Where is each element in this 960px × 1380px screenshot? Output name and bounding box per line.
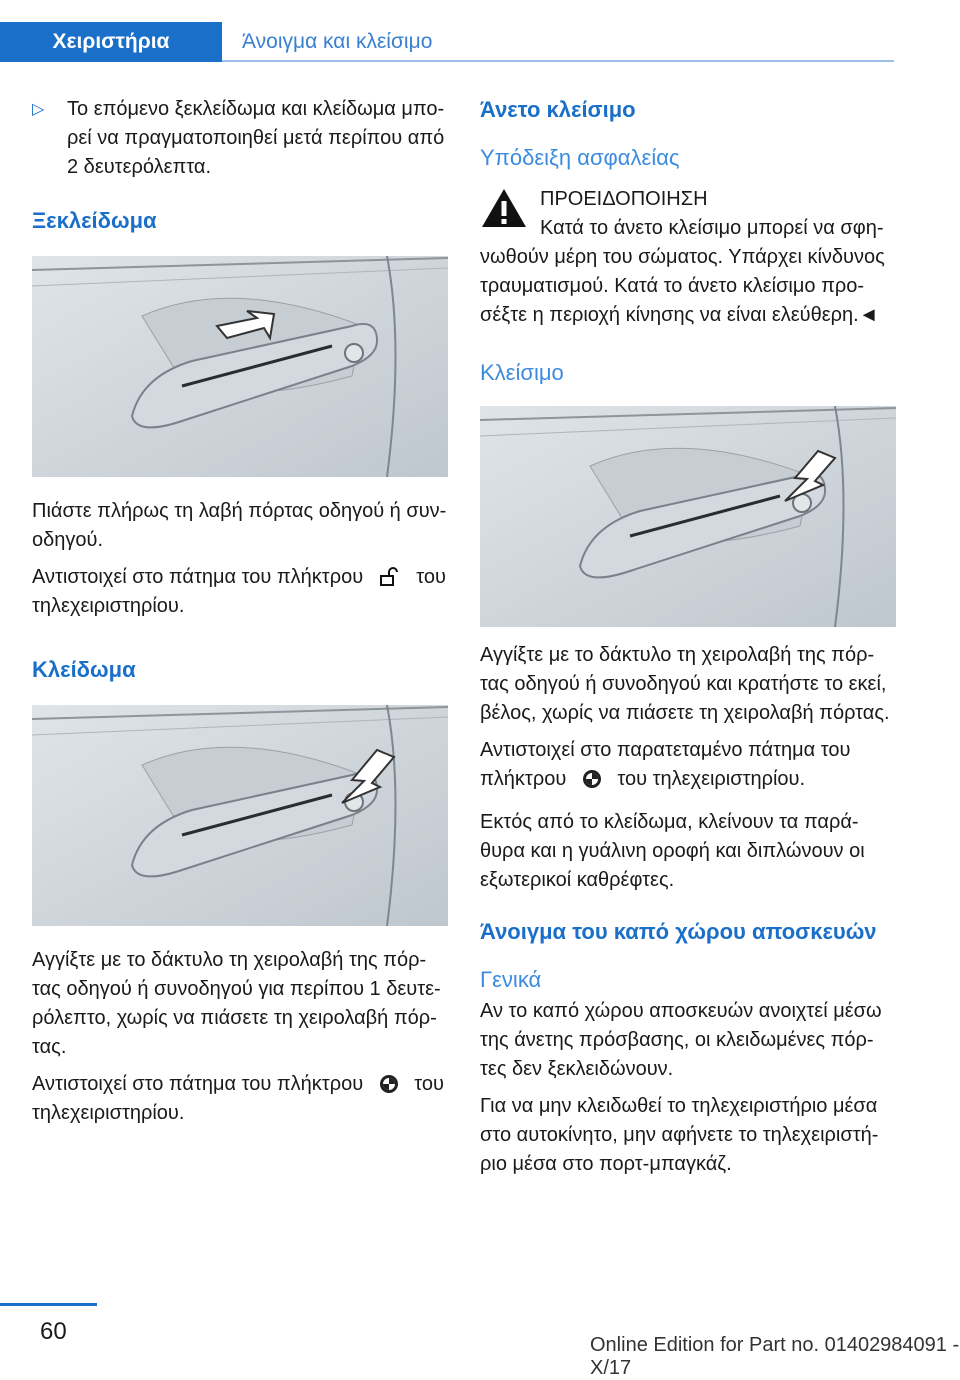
trunk-opening-heading: Άνοιγμα του καπό χώρου αποσκευών — [480, 919, 877, 944]
warning-text: Κατά το άνετο κλείσιμο μπορεί να σφη‐νωθούν μέρη του σώματος. Υπάρχει κίνδυνος τραυματισμού. Κατά το άνετο κλείσιμο προ‐σέξτε η περιοχή κίνησης να είναι ελεύθερη.◄ — [480, 217, 885, 326]
unlock-key-icon — [379, 567, 401, 587]
comfort-closing-heading: Άνετο κλείσιμο — [480, 97, 636, 122]
unlock-instruction: Πιάστε πλήρως τη λαβή πόρτας οδηγού ή συν‐οδηγού. — [32, 500, 447, 551]
unlock-key-note — [32, 563, 448, 621]
tab-opening-closing[interactable]: Άνοιγμα και κλείσιμο — [242, 30, 433, 53]
closing-key-note — [480, 736, 896, 794]
lock-instruction: Αγγίξτε με το δάκτυλο τη χειρολαβή της πόρ‐τας οδηγού ή συνοδηγού για περίπου 1 δευτε‐ρόλεπτο, χωρίς να πιάσετε τη χειρολαβή πόρ‐τας. — [32, 949, 441, 1058]
general-paragraph-2: Για να μην κλειδωθεί το τηλεχειριστήριο μέσα στο αυτοκίνητο, μην αφήνετε το τηλεχειριστή‐ριο μέσα στο πορτ-μπαγκάζ. — [480, 1095, 879, 1175]
general-paragraph-1: Αν το καπό χώρου αποσκευών ανοιχτεί μέσω της άνετης πρόσβασης, οι κλειδωμένες πόρ‐τες δεν ξεκλειδώνουν. — [480, 1000, 882, 1080]
closing-key-note-b: του τηλεχειριστηρίου. — [617, 768, 806, 790]
door-handle-unlock-image — [32, 256, 448, 477]
closing-extra-info: Εκτός από το κλείδωμα, κλείνουν τα παρά‐θυρα και η γυάλινη οροφή και διπλώνουν οι εξωτερικοί καθρέφτες. — [480, 811, 865, 891]
bullet-text: Το επόμενο ξεκλείδωμα και κλείδωμα μπο‐ρεί να πραγματοποιηθεί μετά περίπου από 2 δευτερόλεπτα. — [67, 98, 445, 178]
lock-key-note-a: Αντιστοιχεί στο πάτημα του πλήκτρου — [32, 1073, 364, 1095]
bmw-logo-key-icon — [582, 769, 602, 789]
closing-instruction: Αγγίξτε με το δάκτυλο τη χειρολαβή της πόρ‐τας οδηγού ή συνοδηγού και κρατήστε το εκεί, βέλος, χωρίς να πιάσετε τη χειρολαβή πόρτας. — [480, 644, 890, 724]
bullet-item — [32, 95, 448, 182]
bmw-logo-key-icon — [379, 1074, 399, 1094]
general-heading: Γενικά — [480, 967, 542, 992]
safety-note-heading: Υπόδειξη ασφαλείας — [480, 145, 680, 170]
page-header — [0, 0, 960, 62]
lock-key-note-b: του τηλεχειριστηρίου. — [32, 1073, 444, 1124]
door-handle-lock-image — [32, 705, 448, 926]
door-handle-closing-image — [480, 406, 896, 627]
page-number: 60 — [40, 1318, 67, 1345]
lock-key-note — [32, 1070, 448, 1128]
warning-block — [480, 185, 896, 330]
triangle-bullet-icon: ▷ — [32, 101, 45, 118]
left-column — [32, 95, 448, 1128]
footer-rule — [0, 1303, 97, 1306]
unlock-key-note-b: του τηλεχειριστηρίου. — [32, 566, 446, 617]
closing-heading: Κλείσιμο — [480, 360, 564, 385]
closing-key-note-a: Αντιστοιχεί στο παρατεταμένο πάτημα του πλήκτρου — [480, 739, 851, 790]
header-divider — [222, 60, 894, 62]
warning-triangle-icon — [480, 187, 528, 229]
edition-info: Online Edition for Part no. 01402984091 - X/17 — [590, 1334, 960, 1379]
tab-controls[interactable]: Χειριστήρια — [0, 22, 222, 62]
lock-heading: Κλείδωμα — [32, 657, 136, 682]
unlock-key-note-a: Αντιστοιχεί στο πάτημα του πλήκτρου — [32, 566, 364, 588]
warning-label: ΠΡΟΕΙΔΟΠΟΙΗΣΗ — [540, 188, 708, 210]
unlock-heading: Ξεκλείδωμα — [32, 208, 157, 233]
right-column — [480, 95, 896, 1179]
